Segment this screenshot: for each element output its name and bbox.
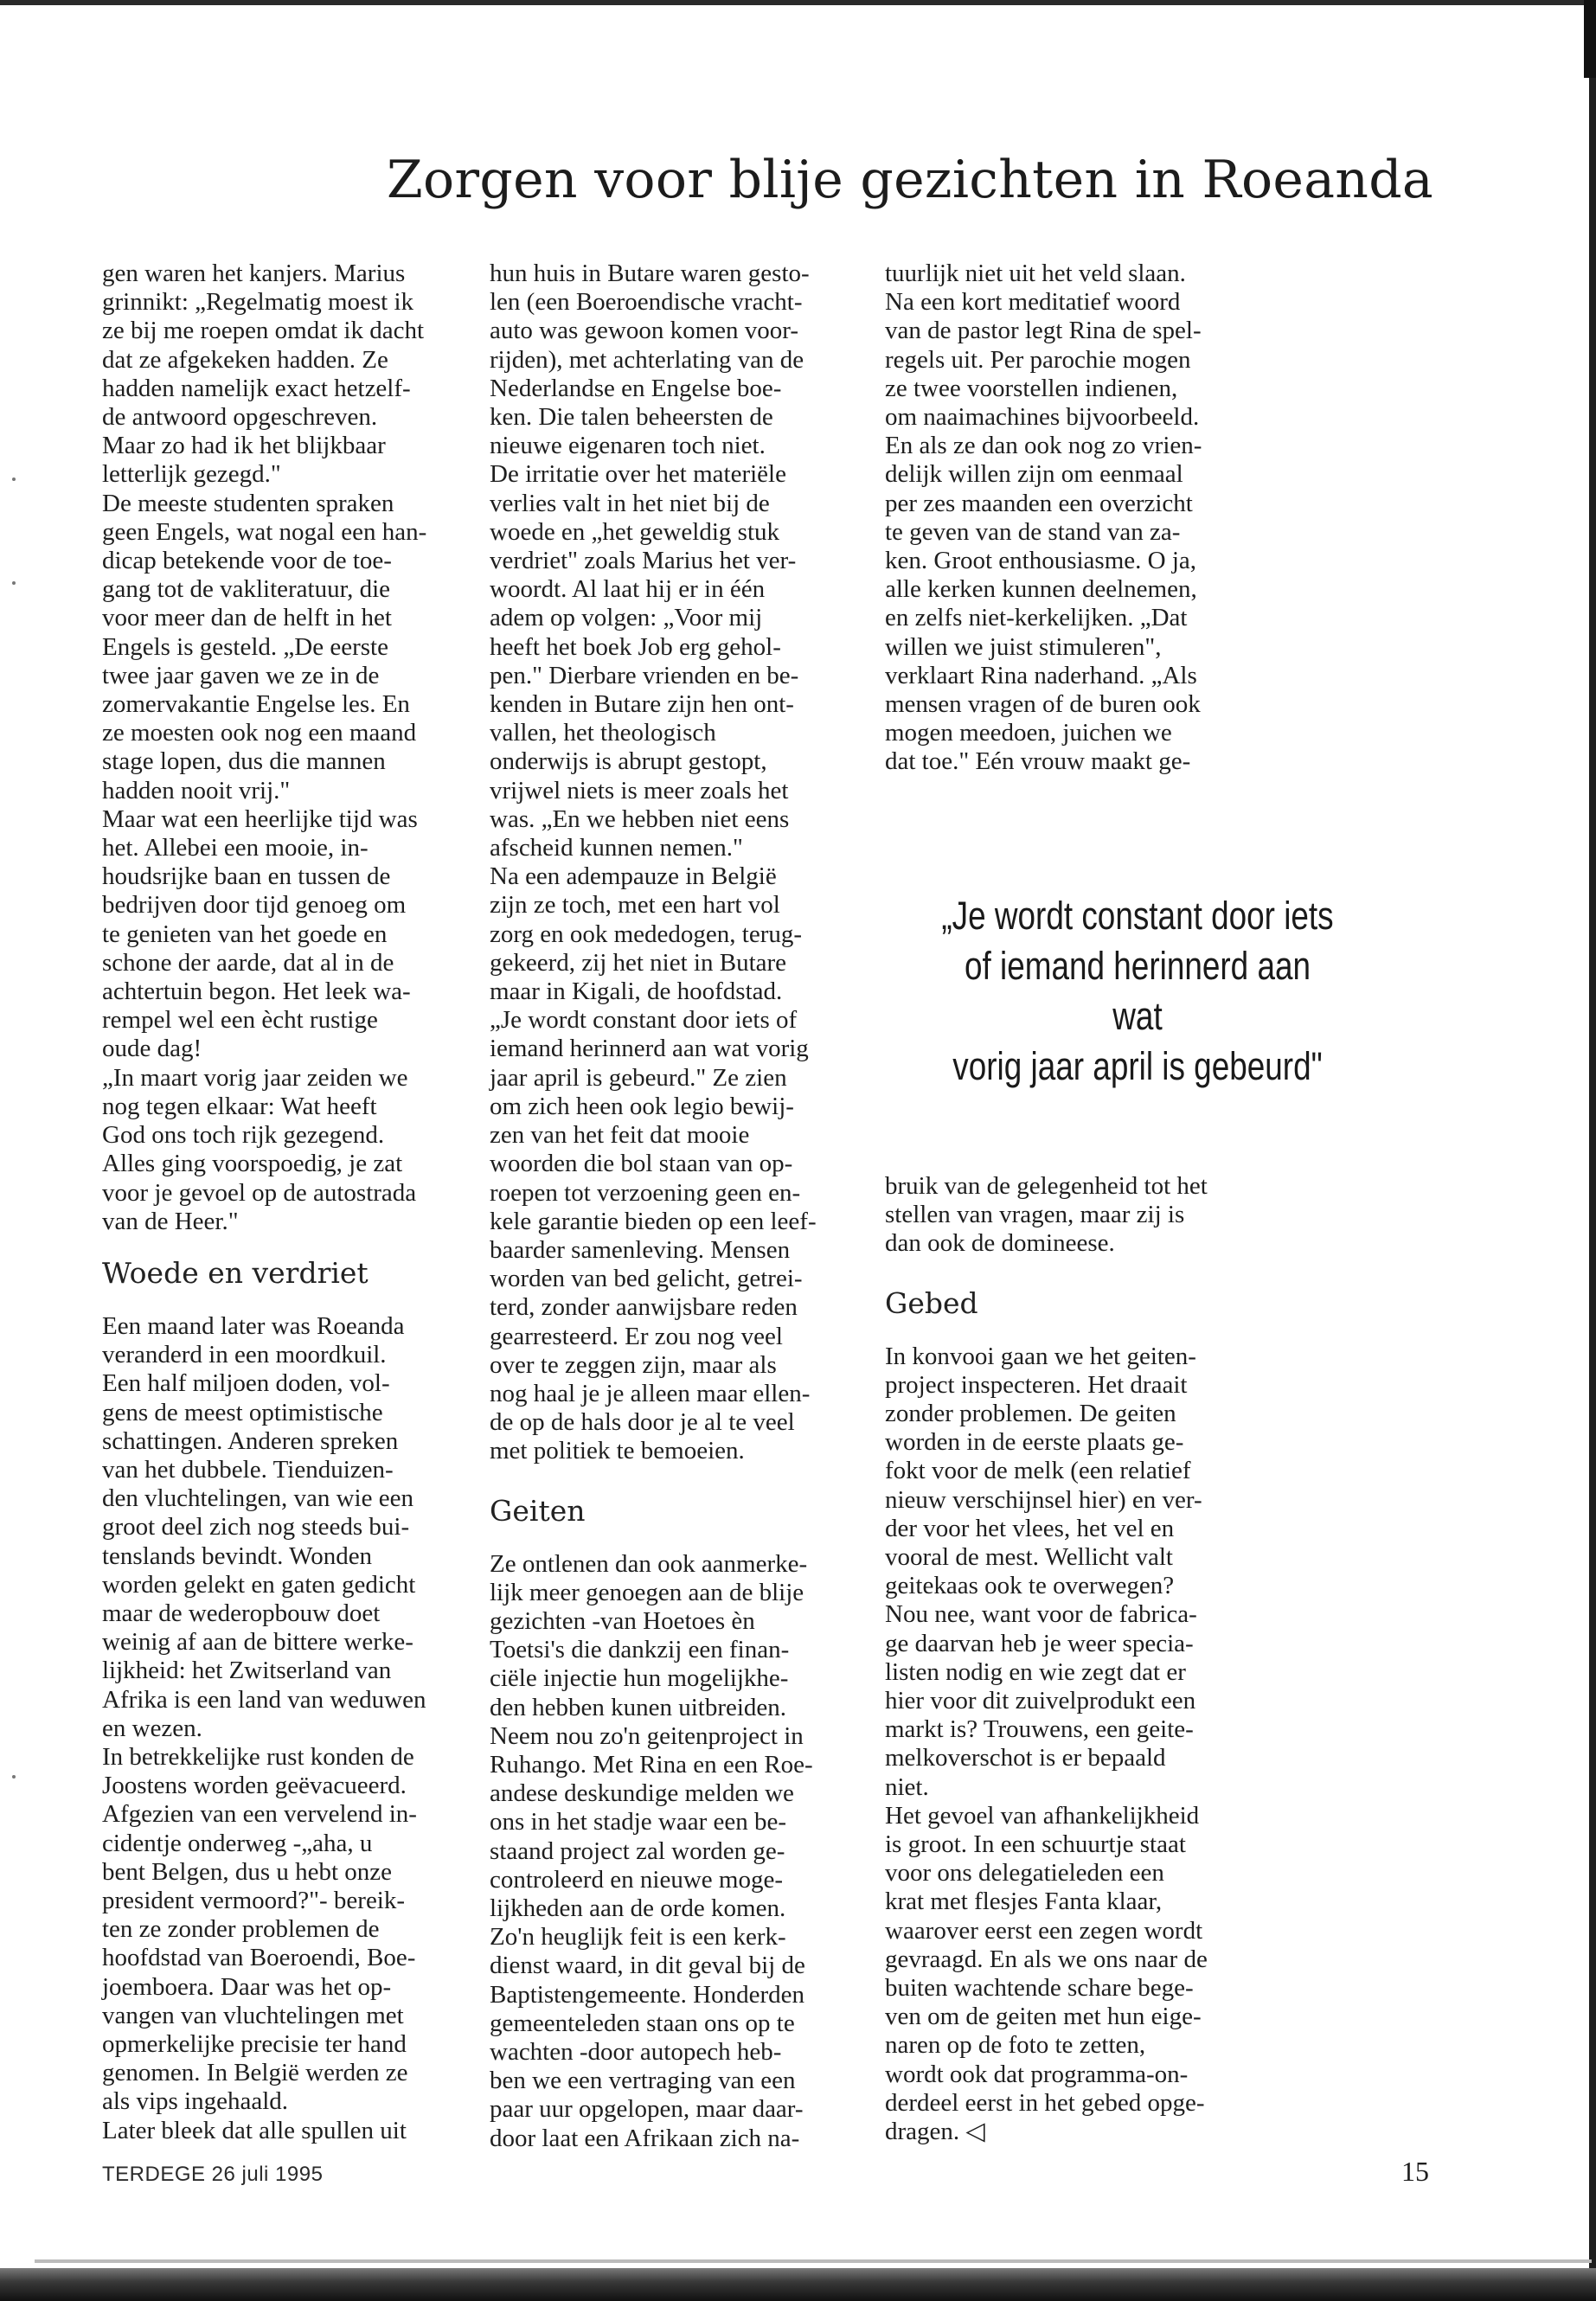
paragraph: gen waren het kanjers. Marius grinnikt: „Regelmatig moest ik ze bij me roepen omdat ik dacht dat ze afgekeken hadden. Ze hadden namelijk exact hetzelf- de antwoord opgeschreven. Maar zo had ik het blijkbaar letterlijk gezegd." De meeste studenten spraken geen Engels, wat nogal een han- dicap betekende voor de toe- gang tot de vakliteratuur, die voor meer dan de helft in het Engels is gesteld. „De eerste twee jaar gaven we ze in de zomervakantie Engelse les. En ze moesten ook nog een maand stage lopen, dus die mannen hadden nooit vrij." Maar wat een heerlijke tijd was het. Allebei een mooie, in- houdsrijke baan en tussen de bedrijven door tijd genoeg om te genieten van het goede en schone der aarde, dat al in de achtertuin begon. Het leek wa- rempel wel een ècht rustige oude dag! „In maart vorig jaar zeiden we nog tegen elkaar: Wat heeft God ons toch rijk gezegend. Alles ging voorspoedig, je zat voor je gevoel op de autostrada van de Heer." (102, 260, 427, 1235)
paragraph: bruik van de gelegenheid tot het stellen van vragen, maar zij is dan ook de domineese. (885, 1172, 1208, 1258)
paragraph: tuurlijk niet uit het veld slaan. Na een kort meditatief woord van de pastor legt Rina de spel- regels uit. Per parochie mogen ze twee voorstellen indienen, om naaimachines bijvoorbeeld. En als ze dan ook nog zo vrien- delijk willen zijn om eenmaal per zes maanden een overzicht te geven van de stand van za- ken. Groot enthousiasme. O ja, alle kerken kunnen deelnemen, en zelfs niet-kerkelijken. „Dat willen we juist stimuleren", verklaart Rina naderhand. „Als mensen vragen of de buren ook mogen meedoen, juichen we dat toe." Eén vrouw maakt ge- (885, 260, 1202, 776)
scan-bottom-line (35, 2259, 1592, 2263)
scan-bottom-band (0, 2268, 1596, 2301)
article-headline: Zorgen voor blije gezichten in Roeanda (387, 150, 1433, 210)
paragraph: hun huis in Butare waren gesto- len (een Boeroendische vracht- auto was gewoon komen voor- rijden), met achterlating van de Nederlandse en Engelse boe- ken. Die talen beheersten de nieuwe eigenaren toch niet. De irritatie over het materiële verlies valt in het niet bij de woede en „het geweldig stuk verdriet" zoals Marius het ver- woordt. Al laat hij er in één adem op volgen: „Voor mij heeft het boek Job erg gehol- pen." Dierbare vrienden en be- kenden in Butare zijn hen ont- vallen, het theologisch onderwijs is abrupt gestopt, vrijwel niets is meer zoals het was. „En we hebben niet eens afscheid kunnen nemen." Na een adempauze in België zijn ze toch, met een hart vol zorg en ook mededogen, terug- gekeerd, zij het niet in Butare maar in Kigali, de hoofdstad. „Je wordt constant door iets of iemand herinnerd aan wat vorig jaar april is gebeurd." Ze zien om zich heen ook legio bewij- zen van het feit dat mooie woorden die bol staan van op- roepen tot verzoening geen en- kele garantie bieden op een leef- baarder samenleving. Mensen worden van bed gelicht, getrei- terd, zonder aanwijsbare reden gearresteerd. Er zou nog veel over te zeggen zijn, maar als nog haal je je alleen maar ellen- de op de hals door je al te veel met politiek te bemoeien. (490, 260, 817, 1465)
column-1 (102, 260, 483, 1236)
paragraph: Ze ontlenen dan ook aanmerke- lijk meer genoegen aan de blije gezichten -van Hoetoes èn Toetsi's die dankzij een finan- ciële injectie hun mogelijkhe- den hebben kunen uitbreiden. Neem nou zo'n geitenproject in Ruhango. Met Rina en een Roe- andese deskundige melden we ons in het stadje waar een be- staand project zal worden ge- controleerd en nieuwe moge- lijkheden aan de orde komen. Zo'n heuglijk feit is een kerk- dienst waard, in dit geval bij de Baptistengemeente. Honderden gemeenteleden staan ons op te wachten -door autopech heb- ben we een vertraging van een paar uur opgelopen, maar daar- door laat een Afrikaan zich na- (490, 1549, 813, 2152)
spacer (885, 1259, 1266, 1286)
top-rule (0, 0, 1596, 5)
spacer (885, 1321, 1266, 1343)
column-3-bottom (885, 1172, 1266, 2146)
column-2 (490, 260, 870, 2153)
paragraph: In konvooi gaan we het geiten- project inspecteren. Het draait zonder problemen. De geiten worden in de eerste plaats ge- fokt voor de melk (een relatief nieuw verschijnsel hier) en ver- der voor het vlees, het vel en vooral de mest. Wellicht valt geitekaas ook te overwegen? Nou nee, want voor de fabrica- ge daarvan heb je weer specia- listen nodig en wie zegt dat er hier voor dit zuivelprodukt een markt is? Trouwens, een geite- melkoverschot is er bepaald niet. Het gevoel van afhankelijkheid is groot. In een schuurtje staat voor ons delegatieleden een krat met flesjes Fanta klaar, waarover eerst een zegen wordt gevraagd. En als we ons naar de buiten wachtende schare bege- ven om de geiten met hun eige- naren op de foto te zetten, wordt ook dat programma-on- derdeel eerst in het gebed opge- dragen. ◁ (885, 1342, 1208, 2146)
spacer (102, 1291, 483, 1312)
scan-dot (12, 478, 16, 481)
spacer (490, 1466, 870, 1494)
scan-edge-mark (1584, 0, 1596, 78)
scan-dot (12, 1775, 16, 1779)
scan-edge (1589, 0, 1596, 2301)
paragraph: Een maand later was Roeanda veranderd in een moordkuil. Een half miljoen doden, vol- gens de meest optimistische schattingen. Anderen spreken van het dubbele. Tienduizen- den vluchtelingen, van wie een groot deel zich nog steeds bui- tenslands bevindt. Wonden worden gelekt en gaten gedicht maar de wederopbouw doet weinig af aan de bittere werke- lijkheid: het Zwitserland van Afrika is een land van weduwen en wezen. In betrekkelijke rust konden de Joostens worden geëvacueerd. Afgezien van een vervelend in- cidentje onderweg -„aha, u bent Belgen, dus u hebt onze president vermoord?"- bereik- ten ze zonder problemen de hoofdstad van Boeroendi, Boe- joemboera. Daar was het op- vangen van vluchtelingen met opmerkelijke precisie ter hand genomen. In België werden ze als vips ingehaald. Later bleek dat alle spullen uit (102, 1312, 426, 2144)
column-3-top (885, 260, 1266, 777)
scan-dot (12, 581, 16, 585)
section-heading-woede: Woede en verdriet (102, 1256, 369, 1290)
spacer (490, 1529, 870, 1550)
page-number: 15 (1401, 2156, 1429, 2187)
column-1-section (102, 1256, 483, 2145)
magazine-footer: TERDEGE 26 juli 1995 (102, 2163, 324, 2186)
section-heading-gebed: Gebed (885, 1285, 978, 1320)
section-heading-geiten: Geiten (490, 1493, 586, 1528)
pull-quote: „Je wordt constant door iets of iemand herinnerd aan wat vorig jaar april is gebeurd" (941, 894, 1334, 1088)
